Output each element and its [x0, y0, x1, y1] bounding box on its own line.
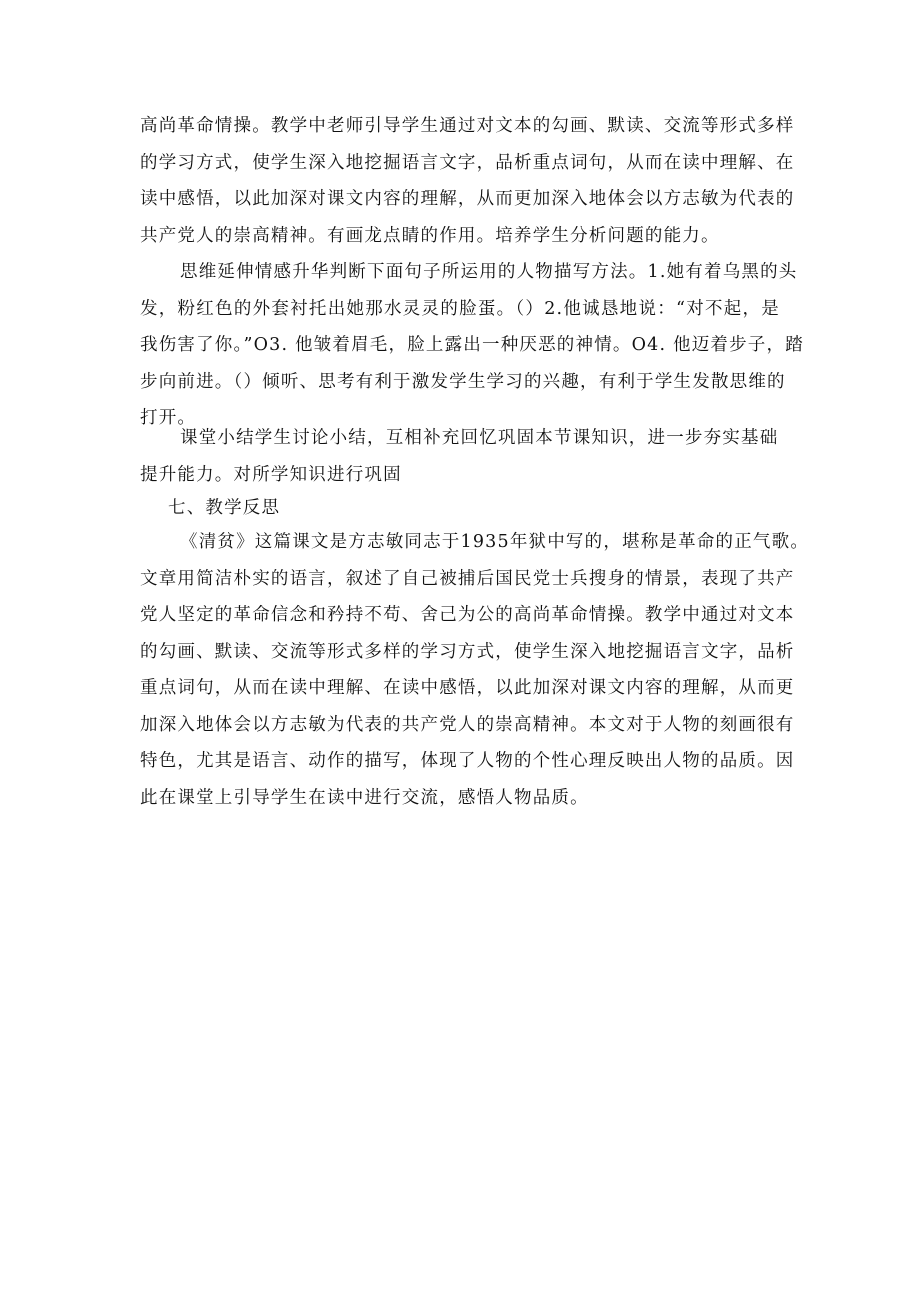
text-line: 的学习方式，使学生深入地挖掘语言文字，品析重点词句，从而在读中理解、在	[140, 152, 795, 173]
text-line: 提升能力。对所学知识进行巩固	[140, 464, 402, 485]
paragraph-reflection	[140, 524, 810, 816]
text-line: 共产党人的崇高精神。有画龙点睛的作用。培养学生分析问题的能力。	[140, 225, 720, 246]
text-line: 《清贫》这篇课文是方志敏同志于1935年狱中写的，堪称是革命的正气歌。	[180, 532, 810, 552]
text-line: 重点词句，从而在读中理解、在读中感悟，以此加深对课文内容的理解，从而更	[140, 678, 795, 698]
text-line: 党人坚定的革命信念和矜持不苟、舍己为公的高尚革命情操。教学中通过对文本	[140, 605, 795, 625]
text-line: 读中感悟，以此加深对课文内容的理解，从而更加深入地体会以方志敏为代表的	[140, 189, 795, 209]
text-line: 文章用简洁朴实的语言，叙述了自己被捕后国民党士兵搜身的情景，表现了共产	[140, 568, 795, 589]
paragraph-teaching-summary	[140, 108, 795, 254]
text-line: 思维延伸情感升华判断下面句子所运用的人物描写方法。1.她有着乌黑的头	[180, 262, 798, 282]
text-line: 步向前进。（）倾听、思考有利于激发学生学习的兴趣，有利于学生发散思维的	[140, 371, 786, 392]
text-line: 特色，尤其是语言、动作的描写，体现了人物的个性心理反映出人物的品质。因	[140, 751, 795, 771]
text-line: 我伤害了你。”O3. 他皱着眉毛，脸上露出一种厌恶的神情。O4. 他迈着步子，踏	[140, 335, 804, 355]
text-line: 加深入地体会以方志敏为代表的共产党人的崇高精神。本文对于人物的刻画很有	[140, 714, 795, 735]
paragraph-thinking-extension	[140, 254, 804, 437]
text-line: 高尚革命情操。教学中老师引导学生通过对文本的勾画、默读、交流等形式多样	[140, 116, 795, 136]
text-line: 课堂小结学生讨论小结，互相补充回忆巩固本节课知识，进一步夯实基础	[180, 428, 779, 448]
paragraph-class-summary	[140, 420, 780, 493]
text-line: 发，粉红色的外套衬托出她那水灵灵的脸蛋。（）2.他诚恳地说：“对不起，是	[140, 298, 780, 319]
section-heading	[140, 490, 780, 527]
text-line: 此在课堂上引导学生在读中进行交流，感悟人物品质。	[140, 787, 589, 808]
text-line: 打开。	[140, 408, 197, 428]
text-line: 的勾画、默读、交流等形式多样的学习方式，使学生深入地挖掘语言文字，品析	[140, 641, 795, 662]
heading-teaching-reflection: 七、教学反思	[168, 498, 281, 518]
